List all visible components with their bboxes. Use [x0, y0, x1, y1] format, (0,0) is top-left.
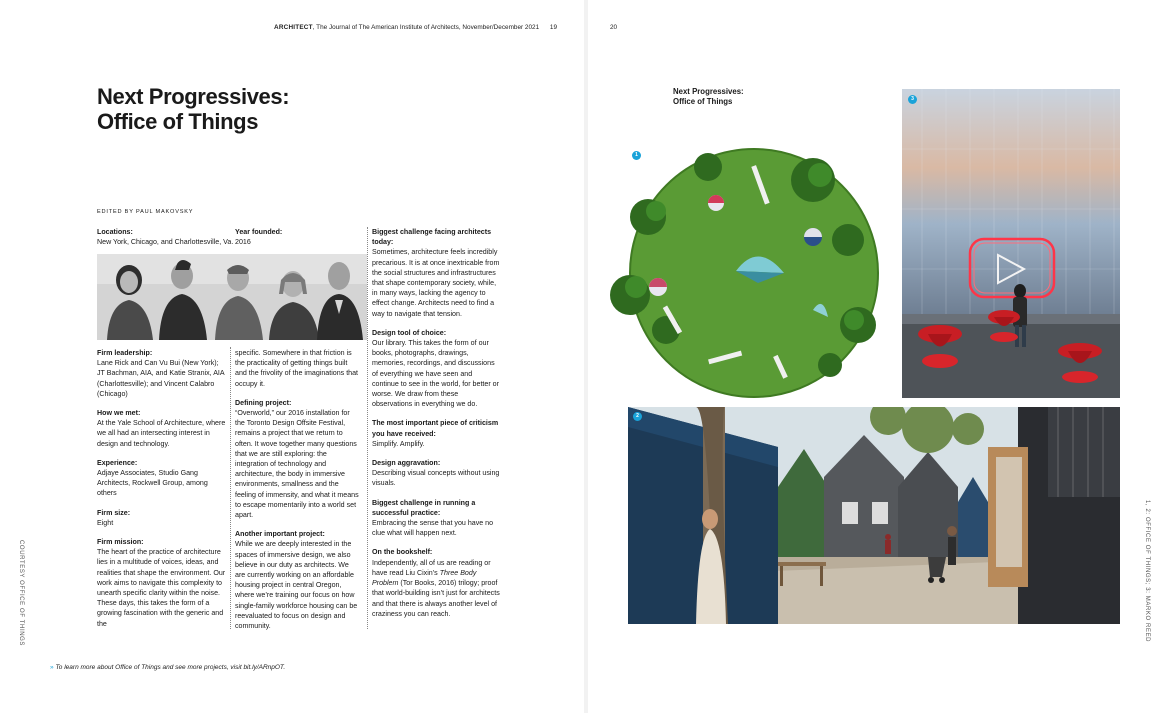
biggest-challenge-section — [372, 227, 500, 319]
criticism-label: The most important piece of criticism you have received: — [372, 419, 499, 438]
image-badge-1: 1 — [632, 151, 641, 160]
running-practice-section — [372, 498, 500, 539]
how-we-met-section — [97, 408, 227, 449]
section-label-line-1: Next Progressives: — [673, 87, 744, 96]
immersive-room-image — [902, 89, 1120, 398]
arrow-icon: » — [50, 664, 54, 671]
aggravation-section — [372, 458, 500, 489]
firm-mission-section — [97, 537, 227, 629]
another-project-label: Another important project: — [235, 530, 325, 539]
housing-rendering-image — [628, 407, 1120, 624]
title-line-1: Next Progressives: — [97, 84, 290, 109]
bookshelf-value — [372, 558, 500, 619]
criticism-value: Simplify. Amplify. — [372, 439, 425, 448]
design-tool-label: Design tool of choice: — [372, 328, 447, 337]
right-page — [588, 0, 1172, 713]
overworld-illustration — [608, 145, 900, 400]
firm-size-value: Eight — [97, 518, 114, 527]
design-tool-section — [372, 328, 500, 410]
firm-size-label: Firm size: — [97, 508, 131, 517]
journal-line: , The Journal of The American Institute of Architects, November/December 2021 — [312, 24, 540, 31]
page-number-right: 20 — [610, 24, 618, 31]
column-divider-2 — [367, 227, 368, 629]
year-block — [235, 227, 355, 247]
photo-credit-right: 1, 2: OFFICE OF THINGS; 3: MARKO REED — [1144, 500, 1150, 643]
image-badge-2: 2 — [633, 412, 642, 421]
firm-mission-value: The heart of the practice of architecture lies in a multitude of voices, ideas, and realities that shape the environment. Our work aims to navigate this complexity to unearth specific clarity within the noise. These days, this takes the form of a growing fascination with the generic and the — [97, 548, 226, 628]
firm-size-section — [97, 508, 227, 528]
biggest-challenge-value: Sometimes, architecture feels incredibly precarious. It is at once inextricable from the social structures and infrastructures that shape contemporary society, while, in many ways, lacking the agency to effect change. Architects need to find a way to navigate that tension. — [372, 248, 500, 318]
footer-link[interactable]: bit.ly/ARnpOT — [243, 664, 284, 671]
firm-mission-label: Firm mission: — [97, 538, 144, 547]
defining-project-section — [235, 398, 361, 520]
bookshelf-label: On the bookshelf: — [372, 548, 433, 557]
experience-section — [97, 458, 227, 499]
leadership-label: Firm leadership: — [97, 349, 153, 357]
mission-continued-value: specific. Somewhere in that friction is the practicality of getting things built and the frivolity of the imaginations that occupy it. — [235, 349, 359, 388]
article-title — [97, 84, 289, 134]
footer-period: . — [283, 664, 286, 671]
biggest-challenge-label: Biggest challenge facing architects today: — [372, 228, 492, 247]
brand-name: ARCHITECT — [274, 24, 313, 31]
defining-project-label: Defining project: — [235, 398, 292, 407]
bookshelf-text-pre: Independently, all of us are reading or have read Liu Cixin’s — [372, 558, 491, 577]
team-photo — [97, 254, 367, 340]
running-header — [274, 24, 557, 31]
aggravation-value: Describing visual concepts without using visuals. — [372, 469, 500, 488]
another-project-value: While we are deeply interested in the spaces of immersive design, we also believe in our duty as architects. We are currently working on an affordable housing project in central Oregon, where we’re training our focus on how single-family workforce housing can be reevaluated to focus on design and community. — [235, 540, 358, 631]
image-badge-3: 3 — [908, 95, 917, 104]
another-project-section — [235, 529, 361, 631]
immersive-room-illustration — [902, 89, 1120, 398]
bookshelf-text-post: (Tor Books, 2016) trilogy; proof that world-building isn’t just for architects and that there is always another level of craziness you can reach. — [372, 579, 500, 618]
experience-label: Experience: — [97, 458, 138, 467]
locations-label: Locations: — [97, 228, 133, 236]
running-practice-value: Embracing the sense that you have no clue what will happen next. — [372, 519, 494, 538]
left-page — [0, 0, 584, 713]
column-1 — [97, 348, 227, 638]
byline: EDITED BY PAUL MAKOVSKY — [97, 209, 194, 215]
leadership-section — [97, 348, 227, 399]
defining-project-value: “Overworld,” our 2016 installation for the Toronto Design Offsite Festival, remains a project that we return to often. It wove together many questions that we are still exploring: the integration of technology and architecture, the body in immersive environments, smallness and the feeling of immensity, and what it means to escape momentarily into a world set apart. — [235, 409, 359, 520]
column-divider-1 — [230, 347, 231, 629]
page-number: 19 — [549, 24, 558, 31]
leadership-value: Lane Rick and Can Vu Bui (New York); JT Bachman, AIA, and Katie Stranix, AIA (Charlottesville); and Vincent Calabro (Chicago) — [97, 359, 225, 398]
footer-text: To learn more about Office of Things and see more projects, visit — [55, 664, 244, 671]
section-label — [673, 87, 744, 107]
housing-illustration — [628, 407, 1120, 624]
design-tool-value: Our library. This takes the form of our books, photographs, drawings, memories, recordings, and discussions of everything we have seen and continue to see in the world, for better or worse. We draw from these observations in everything we do. — [372, 339, 499, 409]
team-photo-illustration — [97, 254, 367, 340]
year-label: Year founded: — [235, 228, 283, 236]
column-3 — [372, 227, 500, 628]
footer-note — [50, 664, 285, 671]
year-value: 2016 — [235, 238, 251, 247]
mission-continued — [235, 348, 361, 389]
experience-value: Adjaye Associates, Studio Gang Architects, Rockwell Group, among others — [97, 469, 208, 498]
section-label-line-2: Office of Things — [673, 97, 733, 106]
bookshelf-book-title: Three Body Problem — [372, 568, 477, 588]
how-we-met-label: How we met: — [97, 409, 141, 418]
how-we-met-value: At the Yale School of Architecture, where we all had an intersecting interest in design and technology. — [97, 419, 226, 448]
criticism-section — [372, 418, 500, 449]
overworld-aerial-image — [608, 145, 900, 400]
aggravation-label: Design aggravation: — [372, 459, 441, 468]
locations-block — [97, 227, 232, 247]
bookshelf-section — [372, 547, 500, 618]
running-practice-label: Biggest challenge in running a successful practice: — [372, 498, 476, 517]
title-line-2: Office of Things — [97, 109, 259, 134]
column-2 — [235, 348, 361, 640]
locations-value: New York, Chicago, and Charlottesville, Va. — [97, 238, 234, 247]
photo-credit-left: COURTESY OFFICE OF THINGS — [18, 540, 24, 647]
